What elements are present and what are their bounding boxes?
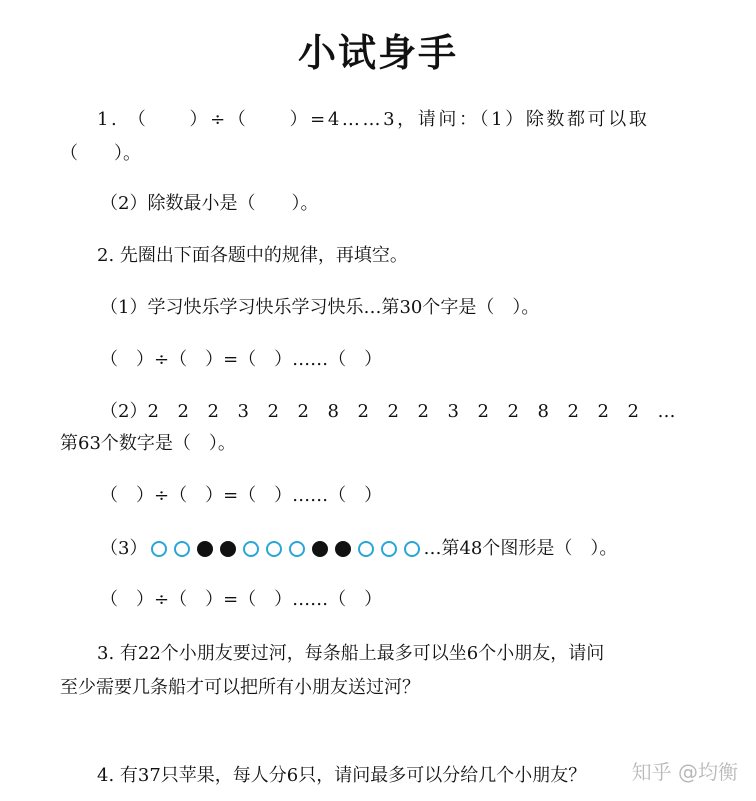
sequence-number: 8 [327,401,339,422]
q2-p2-line1 [100,400,675,424]
q2-intro: 2. 先圈出下面各题中的规律，再填空。 [97,245,408,266]
open-circle-icon [381,541,397,557]
sequence-number: 2 [387,401,399,422]
zhihu-watermark: 知乎 @均衡 [631,760,738,784]
circle-pattern [147,541,423,557]
sequence-number: 2 [477,401,489,422]
open-circle-icon [358,541,374,557]
sequence-number: 2 [297,401,309,422]
q2-formula-1: （ ）÷（ ）=（ ）……（ ） [100,349,383,370]
q2-p2-sequence [147,401,657,422]
sequence-number: 2 [357,401,369,422]
sequence-number: 2 [207,401,219,422]
filled-circle-icon [335,541,351,557]
page-title: 小试身手 [297,31,458,75]
open-circle-icon [404,541,420,557]
q2-formula-3: （ ）÷（ ）=（ ）……（ ） [100,589,383,610]
sequence-number: 2 [567,401,579,422]
open-circle-icon [151,541,167,557]
sequence-number: 2 [507,401,519,422]
filled-circle-icon [220,541,236,557]
sequence-number: 2 [177,401,189,422]
q1-line2: （ ）。 [60,143,141,164]
sequence-number: 2 [417,401,429,422]
open-circle-icon [243,541,259,557]
q2-p1: （1）学习快乐学习快乐学习快乐…第30个字是（ ）。 [100,297,540,318]
q2-p3-suffix: …第48个图形是（ ）。 [423,538,618,559]
q3-line2: 至少需要几条船才可以把所有小朋友送过河？ [60,677,420,698]
sequence-number: 3 [447,401,459,422]
q2-p2-line2: 第63个数字是（ ）。 [60,433,236,454]
sequence-number: 3 [237,401,249,422]
filled-circle-icon [312,541,328,557]
sequence-number: 2 [267,401,279,422]
open-circle-icon [174,541,190,557]
open-circle-icon [266,541,282,557]
q2-p2-tail: … [657,401,676,422]
q3-line1: 3. 有22个小朋友要过河，每条船上最多可以坐6个小朋友，请问 [97,643,605,664]
sequence-number: 8 [537,401,549,422]
sequence-number: 2 [597,401,609,422]
q1-line1: 1. （ ）÷（ ）=4……3，请问：（1）除数都可以取 [97,109,650,130]
q4-line1: 4. 有37只苹果，每人分6只，请问最多可以分给几个小朋友？ [97,765,587,786]
q2-p3-line [100,537,617,561]
open-circle-icon [289,541,305,557]
q1-line3: （2）除数最小是（ ）。 [100,193,319,214]
q2-p3-prefix: （3） [100,538,148,559]
sequence-number: 2 [147,401,159,422]
filled-circle-icon [197,541,213,557]
q2-formula-2: （ ）÷（ ）=（ ）……（ ） [100,485,383,506]
q2-p2-prefix: （2） [100,401,148,422]
sequence-number: 2 [627,401,639,422]
